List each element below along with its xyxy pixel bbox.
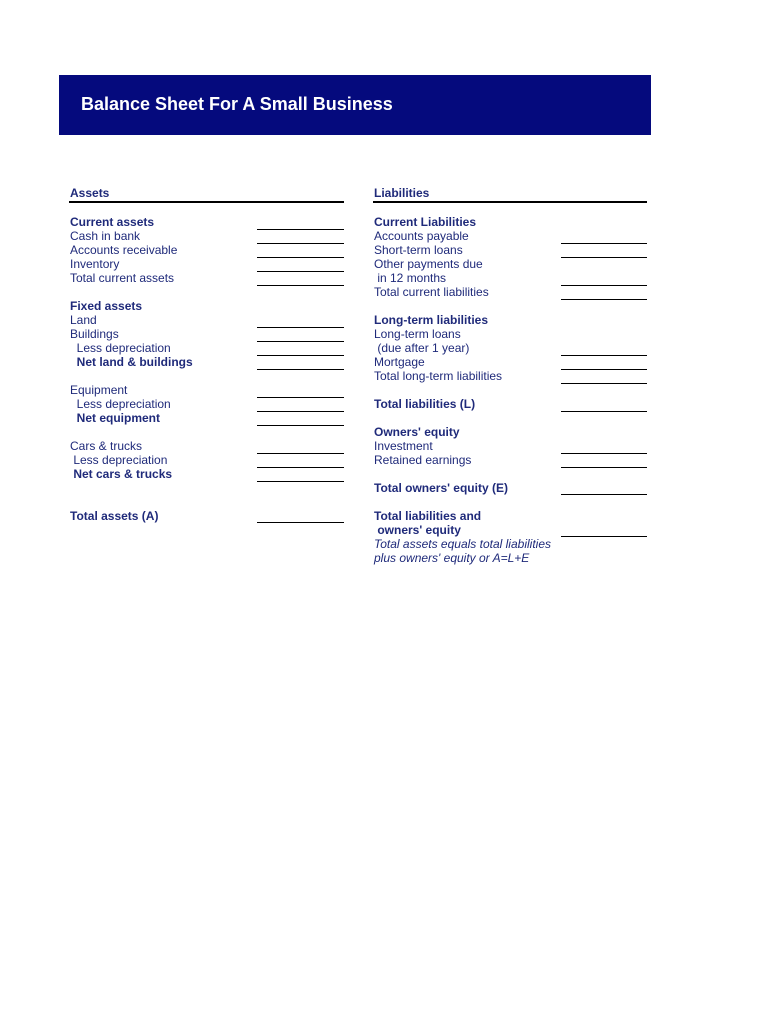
entry-line[interactable] xyxy=(257,369,344,370)
row-label: Short-term loans xyxy=(374,243,463,257)
liabilities-heading: Liabilities xyxy=(374,186,430,200)
entry-line[interactable] xyxy=(257,341,344,342)
entry-line[interactable] xyxy=(257,467,344,468)
row-label: plus owners' equity or A=L+E xyxy=(374,551,530,565)
entry-line[interactable] xyxy=(561,285,647,286)
row-label: Retained earnings xyxy=(374,453,472,467)
row-label: Total liabilities (L) xyxy=(374,397,476,411)
row-label: Current Liabilities xyxy=(374,215,477,229)
row-label: Total liabilities and xyxy=(374,509,482,523)
row-label: Long-term liabilities xyxy=(374,313,489,327)
title-banner xyxy=(59,75,651,135)
entry-line[interactable] xyxy=(561,494,647,495)
row-label: Cash in bank xyxy=(70,229,141,243)
row-label: Land xyxy=(70,313,97,327)
entry-line[interactable] xyxy=(257,425,344,426)
entry-line[interactable] xyxy=(561,467,647,468)
row-label: Net equipment xyxy=(70,411,161,425)
row-label: Owners' equity xyxy=(374,425,460,439)
row-label: Cars & trucks xyxy=(70,439,143,453)
row-label: Less depreciation xyxy=(70,341,171,355)
row-label: in 12 months xyxy=(374,271,447,285)
entry-line[interactable] xyxy=(561,299,647,300)
entry-line[interactable] xyxy=(561,355,647,356)
page-title: Balance Sheet For A Small Business xyxy=(81,94,393,114)
row-label: Net land & buildings xyxy=(70,355,193,369)
row-label: Total assets (A) xyxy=(70,509,159,523)
row-label: Total current liabilities xyxy=(374,285,489,299)
row-label: owners' equity xyxy=(374,523,461,537)
entry-line[interactable] xyxy=(561,383,647,384)
row-label: Current assets xyxy=(70,215,155,229)
entry-line[interactable] xyxy=(561,536,647,537)
row-label: Total owners' equity (E) xyxy=(374,481,508,495)
entry-line[interactable] xyxy=(561,369,647,370)
row-label: Equipment xyxy=(70,383,128,397)
entry-line[interactable] xyxy=(257,229,344,230)
liabilities-heading-rule xyxy=(373,201,647,203)
entry-line[interactable] xyxy=(561,453,647,454)
entry-line[interactable] xyxy=(561,257,647,258)
entry-line[interactable] xyxy=(257,522,344,523)
entry-line[interactable] xyxy=(257,397,344,398)
row-label: Long-term loans xyxy=(374,327,461,341)
entry-line[interactable] xyxy=(257,355,344,356)
row-label: Other payments due xyxy=(374,257,483,271)
row-label: Total long-term liabilities xyxy=(374,369,503,383)
row-label: Mortgage xyxy=(374,355,425,369)
entry-line[interactable] xyxy=(257,257,344,258)
row-label: Accounts receivable xyxy=(70,243,178,257)
entry-line[interactable] xyxy=(257,285,344,286)
row-label: Fixed assets xyxy=(70,299,143,313)
row-label: Total assets equals total liabilities xyxy=(374,537,551,551)
row-label: Inventory xyxy=(70,257,120,271)
row-label: Less depreciation xyxy=(70,397,171,411)
entry-line[interactable] xyxy=(257,453,344,454)
row-label: Net cars & trucks xyxy=(70,467,173,481)
entry-line[interactable] xyxy=(257,243,344,244)
entry-line[interactable] xyxy=(257,327,344,328)
entry-line[interactable] xyxy=(561,243,647,244)
row-label: Buildings xyxy=(70,327,119,341)
row-label: Accounts payable xyxy=(374,229,469,243)
entry-line[interactable] xyxy=(257,411,344,412)
entry-line[interactable] xyxy=(257,271,344,272)
row-label: Total current assets xyxy=(70,271,175,285)
row-label: (due after 1 year) xyxy=(374,341,470,355)
row-label: Investment xyxy=(374,439,433,453)
entry-line[interactable] xyxy=(257,481,344,482)
entry-line[interactable] xyxy=(561,411,647,412)
row-label: Less depreciation xyxy=(70,453,168,467)
assets-heading-rule xyxy=(69,201,344,203)
assets-heading: Assets xyxy=(70,186,110,200)
